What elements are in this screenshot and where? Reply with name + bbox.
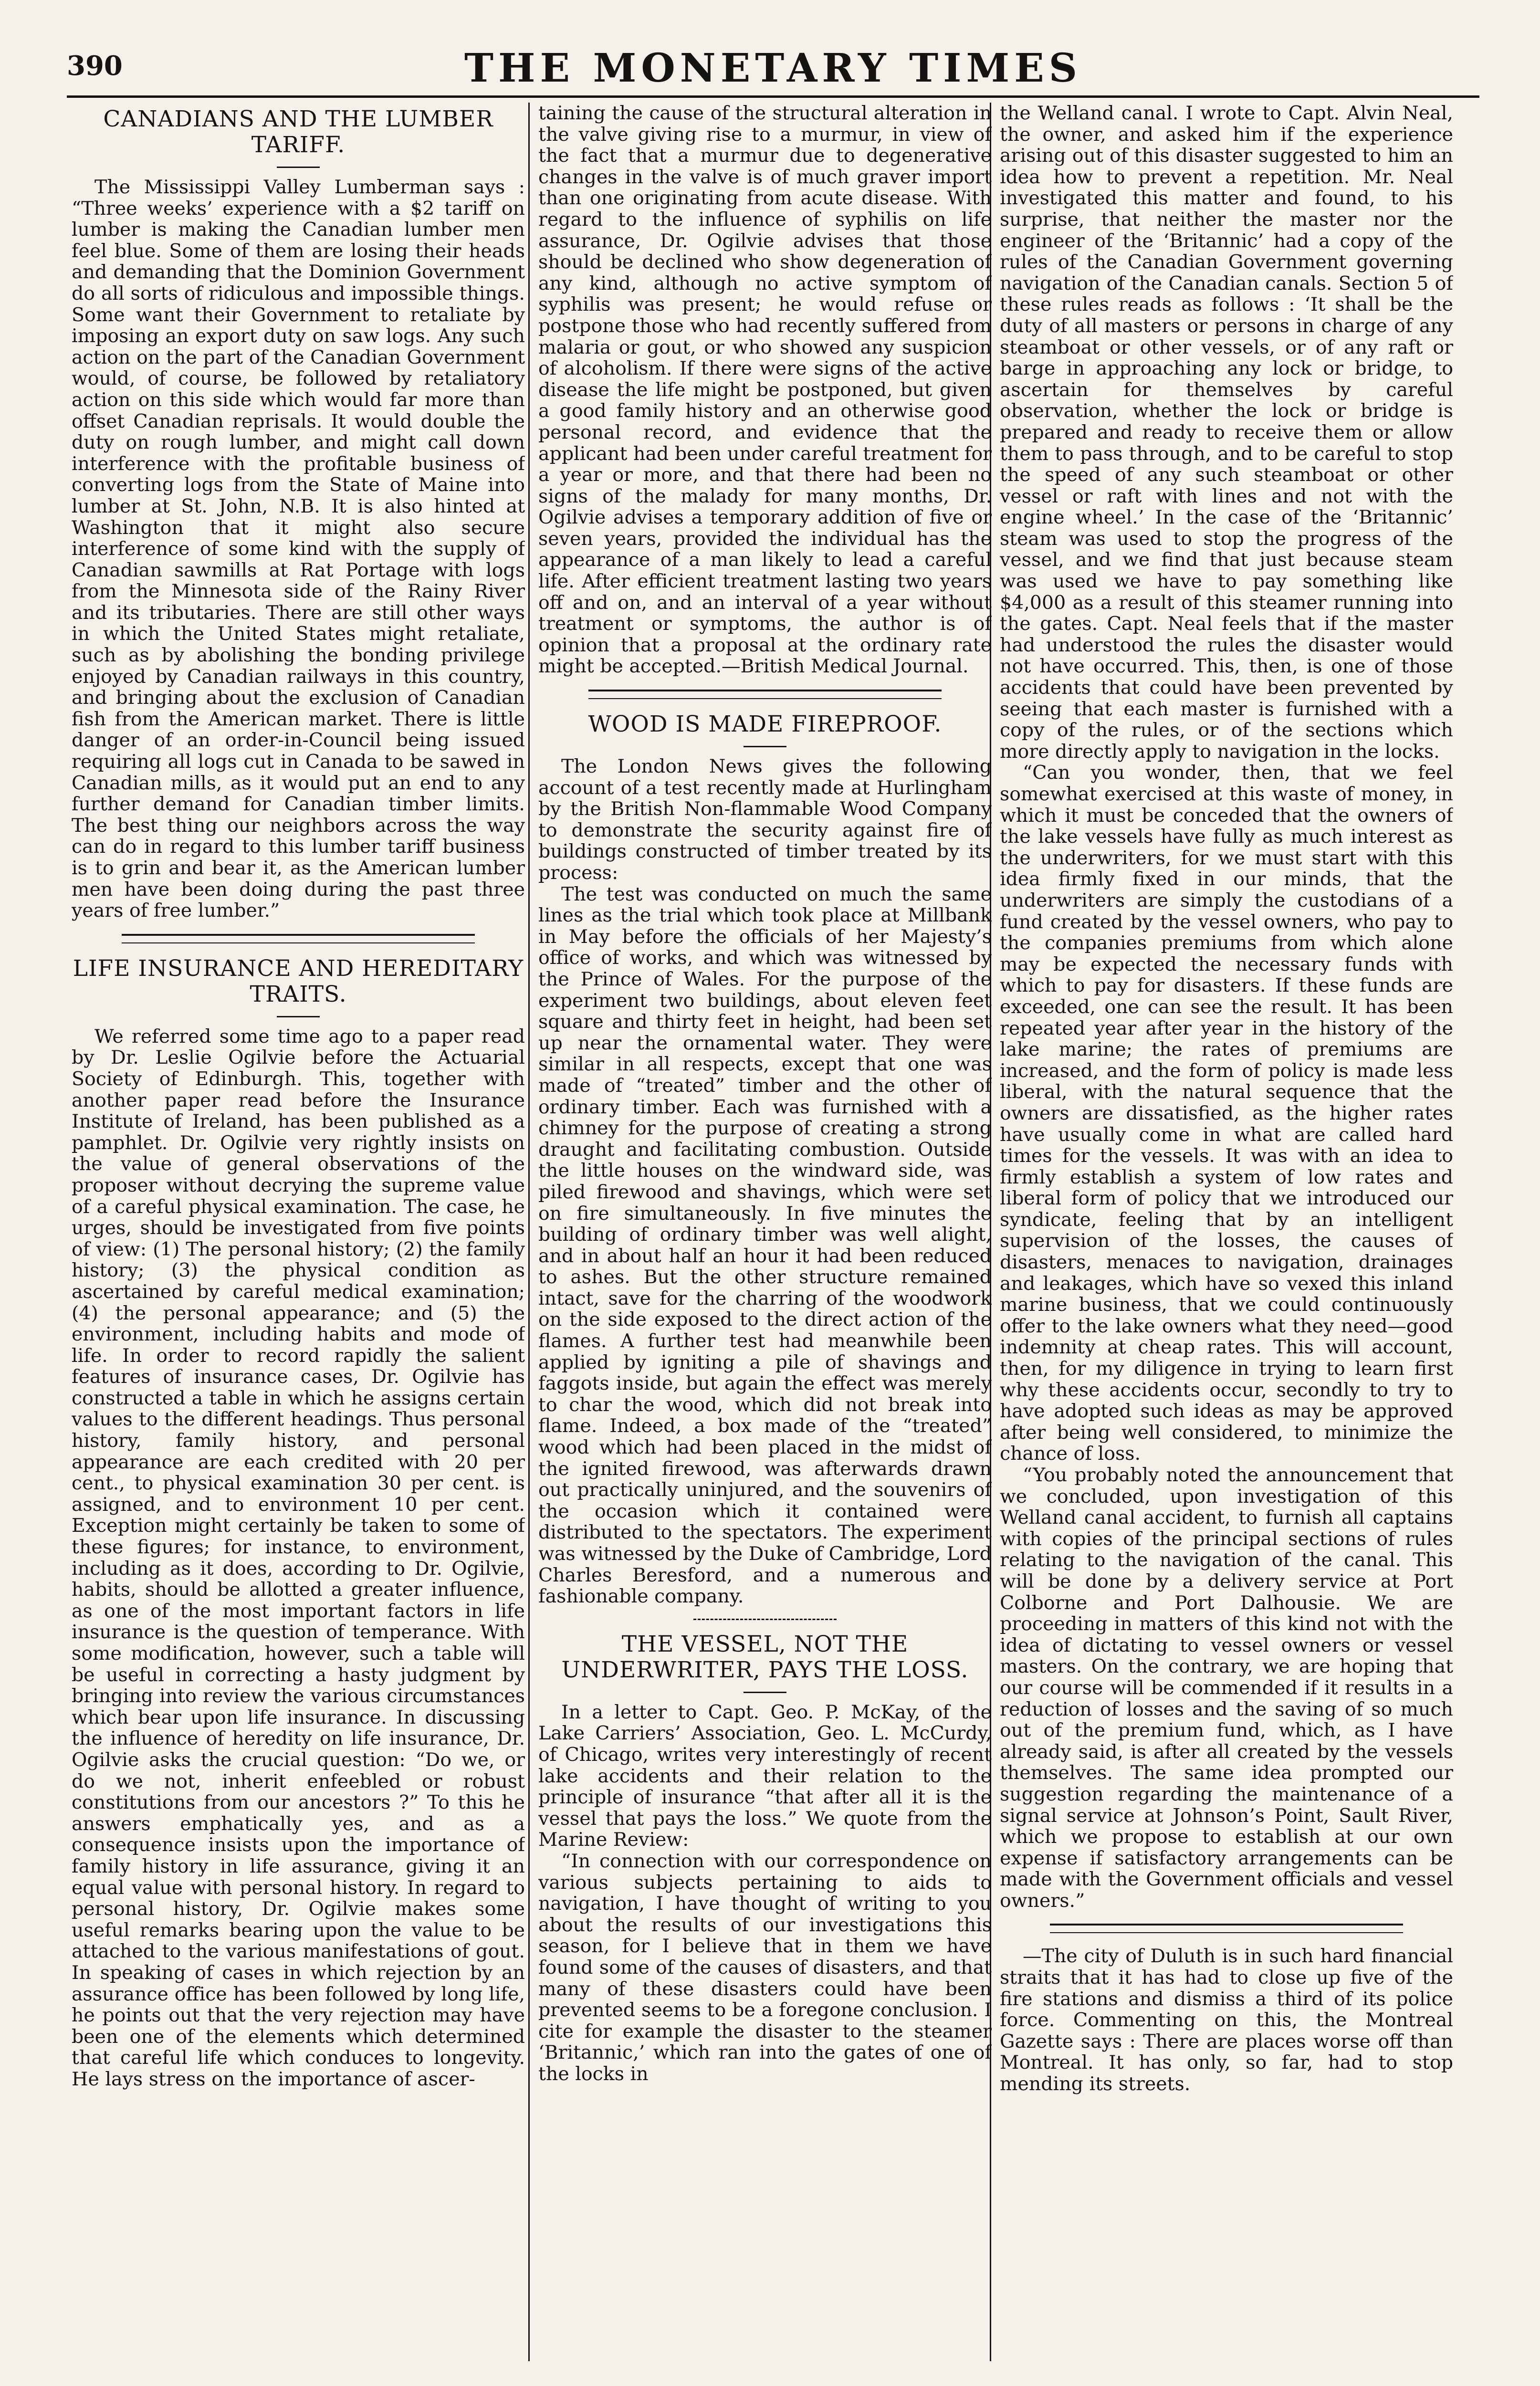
article-separator <box>693 1619 837 1620</box>
article-title-life-insurance: LIFE INSURANCE AND HEREDITARY TRAITS. <box>73 955 524 1007</box>
article-title-wood: WOOD IS MADE FIREPROOF. <box>588 711 942 738</box>
article-paragraph: “Can you wonder, then, that we feel somewhat exercised at this waste of money, in which it must be conceded that the owners of the lake vessels have fully as much interest as the underwriters, for we must start with this idea firmly fixed in our minds, that the underwriters are simply the custodians of a fund created by the vessel owners, who pay to the companies premiums from which alone may be expected the necessary funds with which to pay for disasters. If these funds are exceeded, one can see the result. It has been repeated year after year in the history of the lake marine; the rates of premiums are increased, and the form of policy is made less liberal, with the natural sequence that the owners are dissatisfied, as the higher rates have usually come in what are called hard times for the vessels. It was with an idea to firmly establish a system of low rates and liberal form of policy that we introduced our syndicate, feeling that by an intelligent supervision of the losses, the causes of disasters, menaces to navigation, drainages and leakages, which have so vexed this inland marine business, that we could continuously offer to the lake owners what they need—good indemnity at cheap rates. This will account, then, for my diligence in trying to learn first why these accidents occur, secondly to try to have adopted such ideas as may be approved after being well considered, to minimize the chance of loss. <box>1000 762 1453 1465</box>
article-paragraph: the Welland canal. I wrote to Capt. Alvin Neal, the owner, and asked him if the experience arising out of this disaster suggested to him an idea how to prevent a repetition. Mr. Neal investigated this matter and found, to his surprise, that neither the master nor the engineer of the ‘Britannic’ had a copy of the rules of the Canadian Government governing navigation of the Canadian canals. Section 5 of these rules reads as follows : ‘It shall be the duty of all masters or persons in charge of any steamboat or other vessels, or of any raft or barge in approaching any lock or bridge, to ascertain for themselves by careful observation, whether the lock or bridge is prepared and ready to receive them or allow them to pass through, and to be careful to stop the speed of any such steamboat or other vessel or raft with lines and not with the engine wheel.’ In the case of the ‘Britannic’ steam was used to stop the progress of the vessel, and we find that just because steam was used we have to pay something like $4,000 as a result of this steamer running into the gates. Capt. Neal feels that if the master had understood the rules the disaster would not have occurred. This, then, is one of those accidents that could have been prevented by seeing that each master is furnished with a copy of the rules, or of the sections which more directly apply to navigation in the locks. <box>1000 103 1453 763</box>
article-separator <box>588 690 942 699</box>
article-paragraph: “In connection with our correspondence on various subjects pertaining to aids to navigation, I have thought of writing to you about the results of our investigations this season, for I believe that in them we have found some of the causes of disasters, and that many of these disasters could have been prevented seems to be a foregone conclusion. I cite for example the disaster to the steamer ‘Britannic,’ which ran into the gates of one of the locks in <box>538 1850 992 2085</box>
masthead-title: THE MONETARY TIMES <box>464 45 1082 91</box>
column-1 <box>72 103 525 2371</box>
page-number: 390 <box>67 50 123 82</box>
article-title-vessel: THE VESSEL, NOT THE UNDERWRITER, PAYS THE LOSS. <box>561 1631 969 1683</box>
column-rule-1 <box>528 103 530 2361</box>
article-paragraph: The Mississippi Valley Lumberman says : “Three weeks’ experience with a $2 tariff on lumber is making the Canadian lumber men feel blue. Some of them are losing their heads and demanding that the Dominion Government do all sorts of ridiculous and impossible things. Some want their Government to retaliate by imposing an export duty on saw logs. Any such action on the part of the Canadian Government would, of course, be followed by retaliatory action on this side which would far more than offset Canadian reprisals. It would double the duty on rough lumber, and might call down interference with the profitable business of converting logs from the State of Maine into lumber at St. John, N.B. It is also hinted at Washington that it might also secure interference of some kind with the supply of Canadian sawmills at Rat Portage with logs from the Minnesota side of the Rainy River and its tributaries. There are still other ways in which the United States might retaliate, such as by abolishing the bonding privilege enjoyed by Canadian railways in this country, and bringing about the exclusion of Canadian fish from the American market. There is little danger of an order-in-Council being issued requiring all logs cut in Canada to be sawed in Canadian mills, as it would put an end to any further demand for Canadian timber limits. The best thing our neighbors across the way can do in regard to this lumber tariff business is to grin and bear it, as the American lumber men have been doing during the past three years of free lumber.” <box>72 176 525 922</box>
title-rule <box>744 746 786 747</box>
article-separator <box>1050 1924 1403 1933</box>
column-3 <box>1000 103 1453 2371</box>
header-rule <box>67 95 1479 98</box>
article-paragraph: We referred some time ago to a paper read by Dr. Leslie Ogilvie before the Actuarial Society of Edinburgh. This, together with another paper read before the Insurance Institute of Ireland, has been published as a pamphlet. Dr. Ogilvie very rightly insists on the value of general observations of the proposer without decrying the supreme value of a careful physical examination. The case, he urges, should be investigated from five points of view: (1) The personal history; (2) the family history; (3) the physical condition as ascertained by careful medical examination; (4) the personal appearance; and (5) the environment, including habits and mode of life. In order to record rapidly the salient features of insurance cases, Dr. Ogilvie has constructed a table in which he assigns certain values to the different headings. Thus personal history, family history, and personal appearance are each credited with 20 per cent., to physical examination 30 per cent. is assigned, and to environment 10 per cent. Exception might certainly be taken to some of these figures; for instance, to environment, including as it does, according to Dr. Ogilvie, habits, should be allotted a greater influence, as one of the most important factors in life insurance is the question of temperance. With some modification, however, such a table will be useful in correcting a hasty judgment by bringing into review the various circumstances which bear upon life insurance. In discussing the influence of heredity on life insurance, Dr. Ogilvie asks the crucial question: “Do we, or do we not, inherit enfeebled or robust constitutions from our ancestors ?” To this he answers emphatically yes, and as a consequence insists upon the importance of family history in life assurance, giving it an equal value with personal history. In regard to personal history, Dr. Ogilvie makes some useful remarks bearing upon the value to be attached to the various manifestations of gout. In speaking of cases in which rejection by an assurance office has been followed by long life, he points out that the very rejection may have been one of the elements which determined that careful life which conduces to longevity. He lays stress on the importance of ascer- <box>72 1025 525 2090</box>
article-paragraph: —The city of Duluth is in such hard financial straits that it has had to close up five of the fire stations and dismiss a third of its police force. Commenting on this, the Montreal Gazette says : There are places worse off than Montreal. It has only, so far, had to stop mending its streets. <box>1000 1945 1453 2095</box>
column-2 <box>538 103 992 2371</box>
article-paragraph: The test was conducted on much the same lines as the trial which took place at Millbank in May before the officials of her Majesty’s office of works, and which was witnessed by the Prince of Wales. For the purpose of the experiment two buildings, about eleven feet square and thirty feet in height, had been set up near the ornamental water. They were similar in all respects, except that one was made of “treated” timber and the other of ordinary timber. Each was furnished with a chimney for the purpose of creating a strong draught and facilitating combustion. Outside the little houses on the windward side, was piled firewood and shavings, which were set on fire simultaneously. In five minutes the building of ordinary timber was well alight, and in about half an hour it had been reduced to ashes. But the other structure remained intact, save for the charring of the woodwork on the side exposed to the direct action of the flames. A further test had meanwhile been applied by igniting a pile of shavings and faggots inside, but again the effect was merely to char the wood, which did not break into flame. Indeed, a box made of the “treated” wood which had been placed in the midst of the ignited firewood, was afterwards drawn out practically uninjured, and the souvenirs of the occasion which it contained were distributed to the spectators. The experiment was witnessed by the Duke of Cambridge, Lord Charles Beresford, and a numerous and fashionable company. <box>538 883 992 1608</box>
title-rule <box>277 1016 320 1017</box>
article-title-lumber: CANADIANS AND THE LUMBER TARIFF. <box>103 106 493 158</box>
title-rule <box>744 1692 786 1693</box>
page-header <box>67 45 1479 93</box>
article-paragraph: taining the cause of the structural alteration in the valve giving rise to a murmur, in view of the fact that a murmur due to degenerative changes in the valve is of much graver import than one originating from acute disease. With regard to the influence of syphilis on life assurance, Dr. Ogilvie advises that those should be declined who show degeneration of any kind, although no active symptom of syphilis was present; he would refuse or postpone those who had recently suffered from malaria or gout, or who showed any suspicion of alcoholism. If there were signs of the active disease the life might be postponed, but given a good family history and an otherwise good personal record, and evidence that the applicant had been under careful treatment for a year or more, and that there had been no signs of the malady for many months, Dr. Ogilvie advises a temporary addition of five or seven years, provided the individual has the appearance of a man likely to lead a careful life. After efficient treatment lasting two years off and on, and an interval of a year without treatment or symptoms, the author is of opinion that a proposal at the ordinary rate might be accepted.—British Medical Journal. <box>538 103 992 678</box>
article-paragraph: The London News gives the following account of a test recently made at Hurlingham by the British Non-flammable Wood Company to demonstrate the security against fire of buildings constructed of timber treated by its process: <box>538 755 992 884</box>
article-separator <box>122 934 475 943</box>
article-paragraph: “You probably noted the announcement that we concluded, upon investigation of this Welland canal accident, to furnish all captains with copies of the principal sections of rules relating to the navigation of the canal. This will be done by a delivery service at Port Colborne and Port Dalhousie. We are proceeding in matters of this kind not with the idea of dictating to vessel owners or vessel masters. On the contrary, we are hoping that our course will be commended if it results in a reduction of losses and the saving of so much out of the premium fund, which, as I have already said, is after all created by the vessels themselves. The same idea prompted our suggestion regarding the maintenance of a signal service at Johnson’s Point, Sault River, which we propose to establish at our own expense if satisfactory arrangements can be made with the Government officials and vessel owners.” <box>1000 1464 1453 1912</box>
article-paragraph: In a letter to Capt. Geo. P. McKay, of the Lake Carriers’ Association, Geo. L. McCurdy, of Chicago, writes very interestingly of recent lake accidents and their relation to the principle of insurance “that after all it is the vessel that pays the loss.” We quote from the Marine Review: <box>538 1701 992 1851</box>
title-rule <box>277 167 320 168</box>
